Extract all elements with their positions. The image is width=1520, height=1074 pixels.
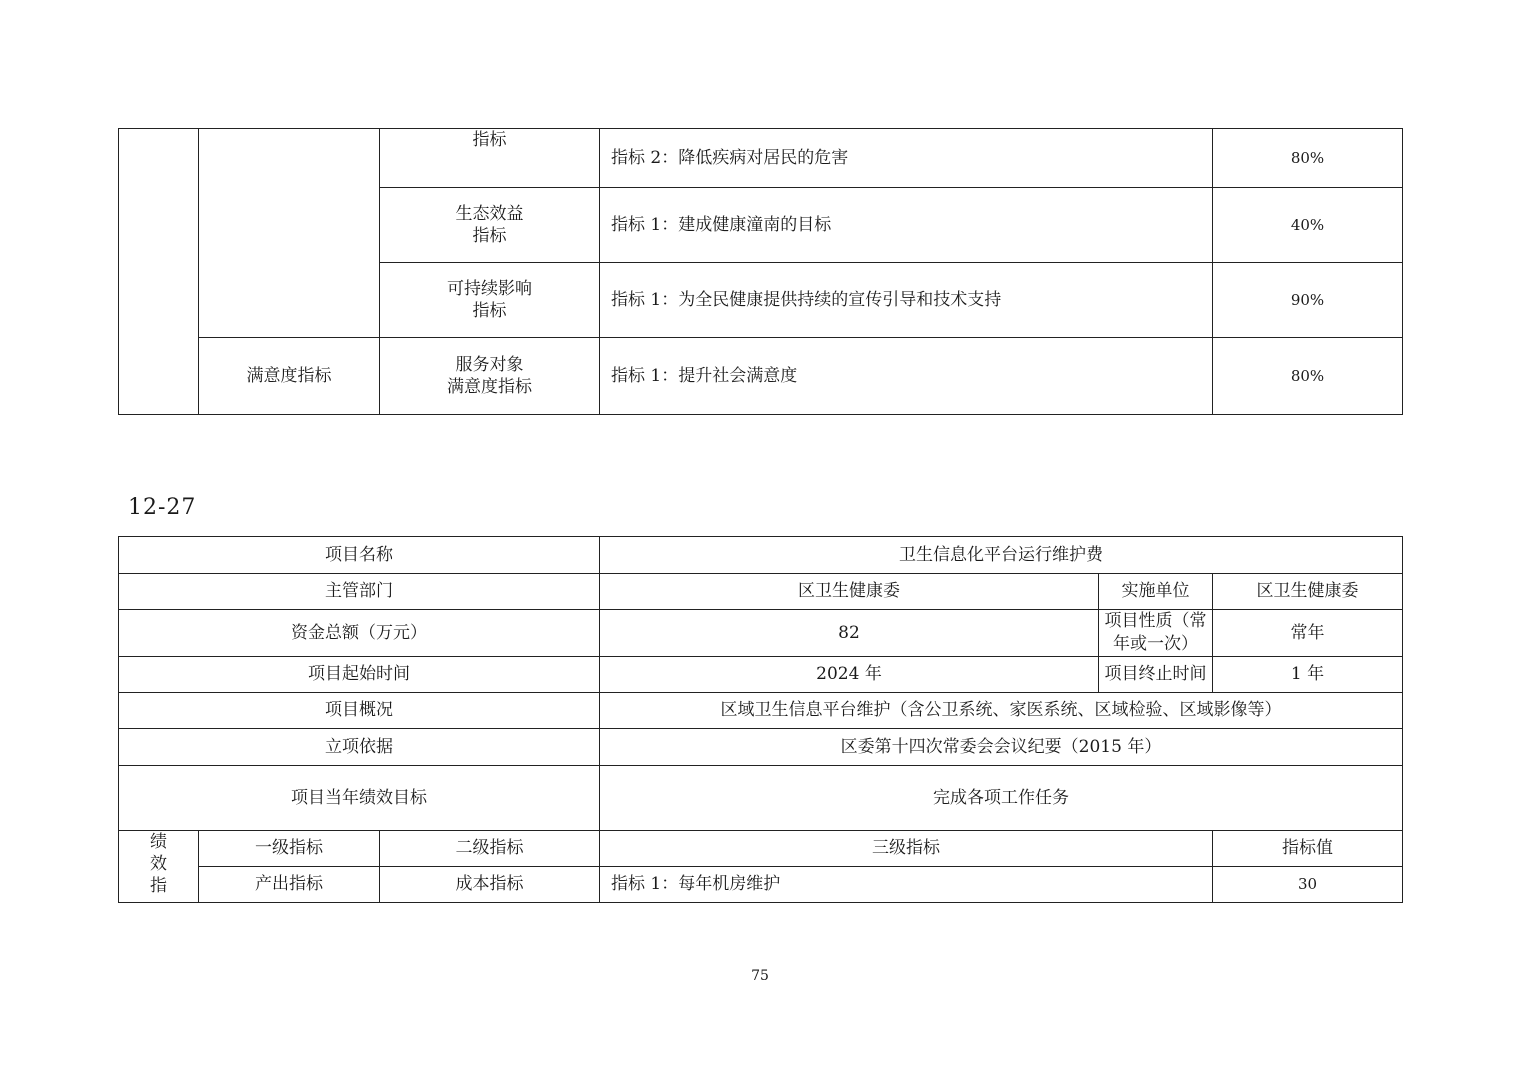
project-name-value: 卫生信息化平台运行维护费 bbox=[600, 537, 1403, 574]
start-value: 2024 年 bbox=[600, 657, 1099, 693]
dept-value: 区卫生健康委 bbox=[600, 574, 1099, 610]
level1-cell-empty bbox=[199, 129, 380, 338]
value-cell: 80% bbox=[1213, 129, 1403, 188]
perf-indicator-cell bbox=[119, 129, 199, 415]
level2-line1: 生态效益 bbox=[455, 204, 524, 224]
value-cell: 90% bbox=[1213, 263, 1403, 338]
overview-value: 区域卫生信息平台维护（含公卫系统、家医系统、区域检验、区域影像等） bbox=[600, 693, 1403, 729]
value-cell: 30 bbox=[1213, 867, 1403, 903]
level2-line1: 服务对象 bbox=[455, 355, 524, 375]
level2-cell bbox=[380, 129, 600, 188]
section-code: 12-27 bbox=[128, 495, 197, 520]
perf-char: 指 bbox=[150, 876, 167, 896]
level1-cell: 满意度指标 bbox=[199, 338, 380, 415]
level3-cell: 指标 2：降低疾病对居民的危害 bbox=[600, 129, 1213, 188]
indicator-table-continued bbox=[118, 128, 1403, 415]
level3-cell: 指标 1：为全民健康提供持续的宣传引导和技术支持 bbox=[600, 263, 1213, 338]
level2-line2: 指标 bbox=[472, 226, 507, 246]
nature-value: 常年 bbox=[1213, 610, 1403, 657]
level2-label: 指标 bbox=[472, 130, 507, 150]
perf-indicator-label bbox=[119, 831, 199, 903]
level2-line2: 指标 bbox=[472, 301, 507, 321]
level2-line1: 可持续影响 bbox=[447, 279, 532, 299]
end-label: 项目终止时间 bbox=[1099, 657, 1213, 693]
level3-cell: 指标 1：每年机房维护 bbox=[600, 867, 1213, 903]
fund-value: 82 bbox=[600, 610, 1099, 657]
fund-label: 资金总额（万元） bbox=[119, 610, 600, 657]
basis-label: 立项依据 bbox=[119, 729, 600, 766]
goal-label: 项目当年绩效目标 bbox=[119, 766, 600, 831]
project-table bbox=[118, 536, 1403, 903]
project-name-label: 项目名称 bbox=[119, 537, 600, 574]
nature-label: 项目性质（常年或一次） bbox=[1099, 610, 1213, 657]
impl-value: 区卫生健康委 bbox=[1213, 574, 1403, 610]
header-level2: 二级指标 bbox=[380, 831, 600, 867]
perf-char: 效 bbox=[150, 854, 167, 874]
level2-line2: 满意度指标 bbox=[447, 377, 532, 397]
level2-cell bbox=[380, 338, 600, 415]
header-level1: 一级指标 bbox=[199, 831, 380, 867]
perf-char: 绩 bbox=[150, 832, 167, 852]
value-cell: 80% bbox=[1213, 338, 1403, 415]
impl-label: 实施单位 bbox=[1099, 574, 1213, 610]
level2-cell bbox=[380, 188, 600, 263]
page-number: 75 bbox=[751, 968, 769, 984]
end-value: 1 年 bbox=[1213, 657, 1403, 693]
header-value: 指标值 bbox=[1213, 831, 1403, 867]
overview-label: 项目概况 bbox=[119, 693, 600, 729]
basis-value: 区委第十四次常委会会议纪要（2015 年） bbox=[600, 729, 1403, 766]
level2-cell: 成本指标 bbox=[380, 867, 600, 903]
goal-value: 完成各项工作任务 bbox=[600, 766, 1403, 831]
header-level3: 三级指标 bbox=[600, 831, 1213, 867]
level1-cell: 产出指标 bbox=[199, 867, 380, 903]
value-cell: 40% bbox=[1213, 188, 1403, 263]
level3-cell: 指标 1：建成健康潼南的目标 bbox=[600, 188, 1213, 263]
start-label: 项目起始时间 bbox=[119, 657, 600, 693]
dept-label: 主管部门 bbox=[119, 574, 600, 610]
level3-cell: 指标 1：提升社会满意度 bbox=[600, 338, 1213, 415]
level2-cell bbox=[380, 263, 600, 338]
